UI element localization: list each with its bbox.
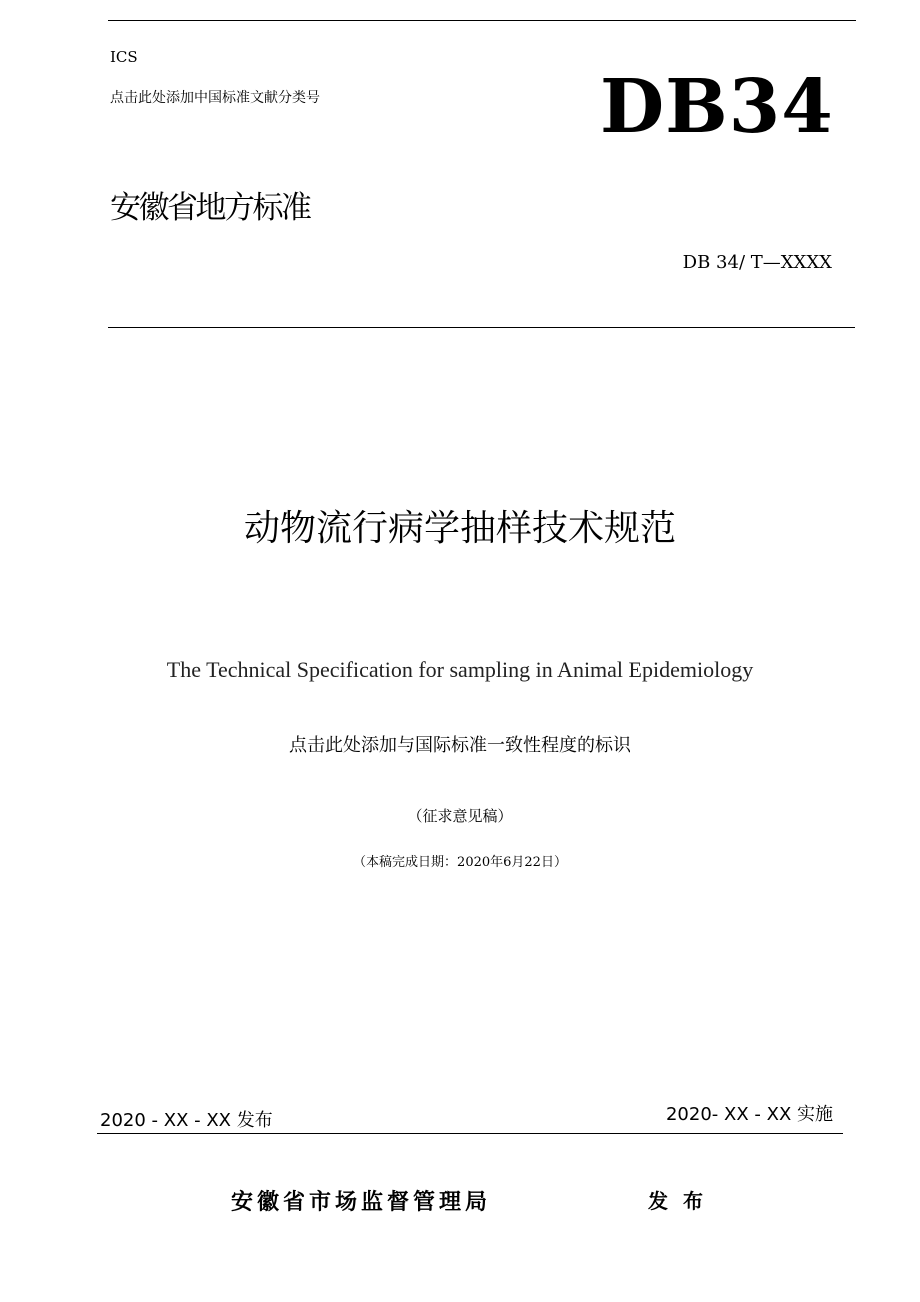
footer-rule xyxy=(97,1133,843,1134)
effective-date: 2020- XX - XX 实施 xyxy=(665,1104,833,1125)
top-rule xyxy=(108,20,856,21)
document-title: 动物流行病学抽样技术规范 xyxy=(243,508,676,549)
standard-number: DB 34/ T—XXXX xyxy=(682,252,832,273)
publisher: 安徽省市场监督管理局 xyxy=(231,1190,492,1215)
draft-status: （征求意见稿） xyxy=(407,807,513,825)
header-rule xyxy=(108,327,855,328)
classification-number-placeholder[interactable]: 点击此处添加中国标准文献分类号 xyxy=(110,90,320,106)
publish-label: 发 布 xyxy=(648,1189,703,1213)
completion-date: （本稿完成日期：2020年6月22日） xyxy=(353,855,567,870)
release-date: 2020 - XX - XX 发布 xyxy=(100,1110,273,1131)
consistency-placeholder[interactable]: 点击此处添加与国际标准一致性程度的标识 xyxy=(289,735,631,756)
document-title-english: The Technical Specification for sampling in Animal Epidemiology xyxy=(166,657,754,682)
ics-label: ICS xyxy=(110,48,138,66)
standard-code: DB34 xyxy=(600,64,834,150)
standard-type-heading: 安徽省地方标准 xyxy=(110,190,310,226)
